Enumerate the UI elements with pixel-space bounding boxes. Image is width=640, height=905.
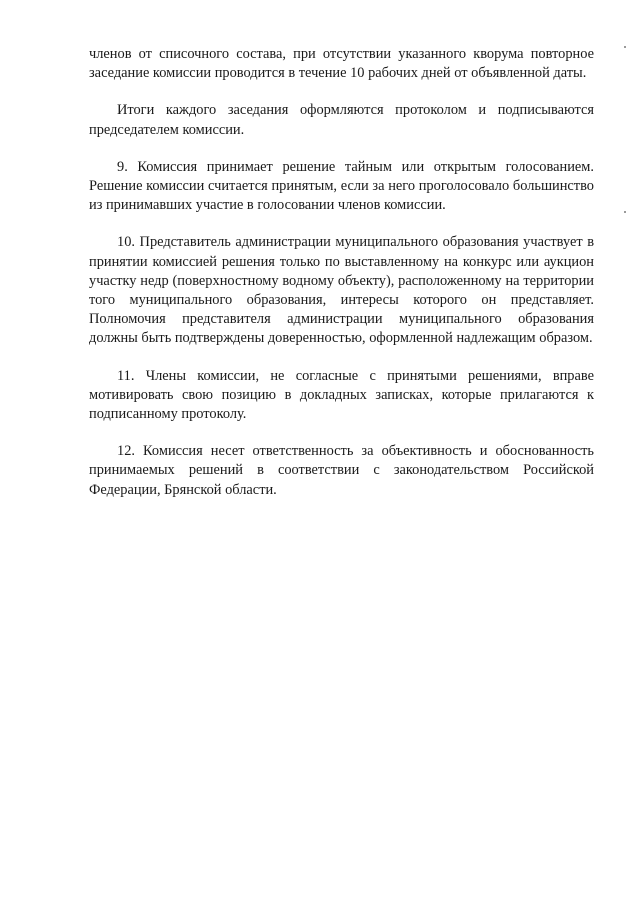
paragraph-9: 9. Комиссия принимает решение тайным или открытым голосованием. Решение комиссии считается принятым, если за него проголосовало большинство из принимавших участие в голосовании членов комиссии.: [89, 158, 594, 214]
paragraph-continued: членов от списочного состава, при отсутствии указанного кворума повторное заседание комиссии проводится в течение 10 рабочих дней от объявленной даты.: [89, 46, 594, 82]
scan-margin-mark: [624, 211, 626, 213]
paragraph-12: 12. Комиссия несет ответственность за объективность и обоснованность принимаемых решений в соответствии с законодательством Российской Федерации, Брянской области.: [89, 443, 594, 498]
paragraph-meeting-results: Итоги каждого заседания оформляются протоколом и подписываются председателем комиссии.: [89, 102, 594, 138]
paragraph-10: 10. Представитель администрации муниципального образования участвует в принятии комиссией решения только по выставленному на конкурс или аукцион участку недр (поверхностному водному объекту), расположенному на территории того муниципального образования, интересы которого он представляет. Полномочия представителя администрации муниципального образования должны быть подтверждены доверенностью, оформленной надлежащим образом.: [89, 234, 594, 347]
paragraph-11: 11. Члены комиссии, не согласные с принятыми решениями, вправе мотивировать свою позицию в докладных записках, которые прилагаются к подписанному протоколу.: [89, 367, 594, 423]
document-body: [89, 45, 594, 518]
scan-margin-mark: [624, 46, 626, 48]
